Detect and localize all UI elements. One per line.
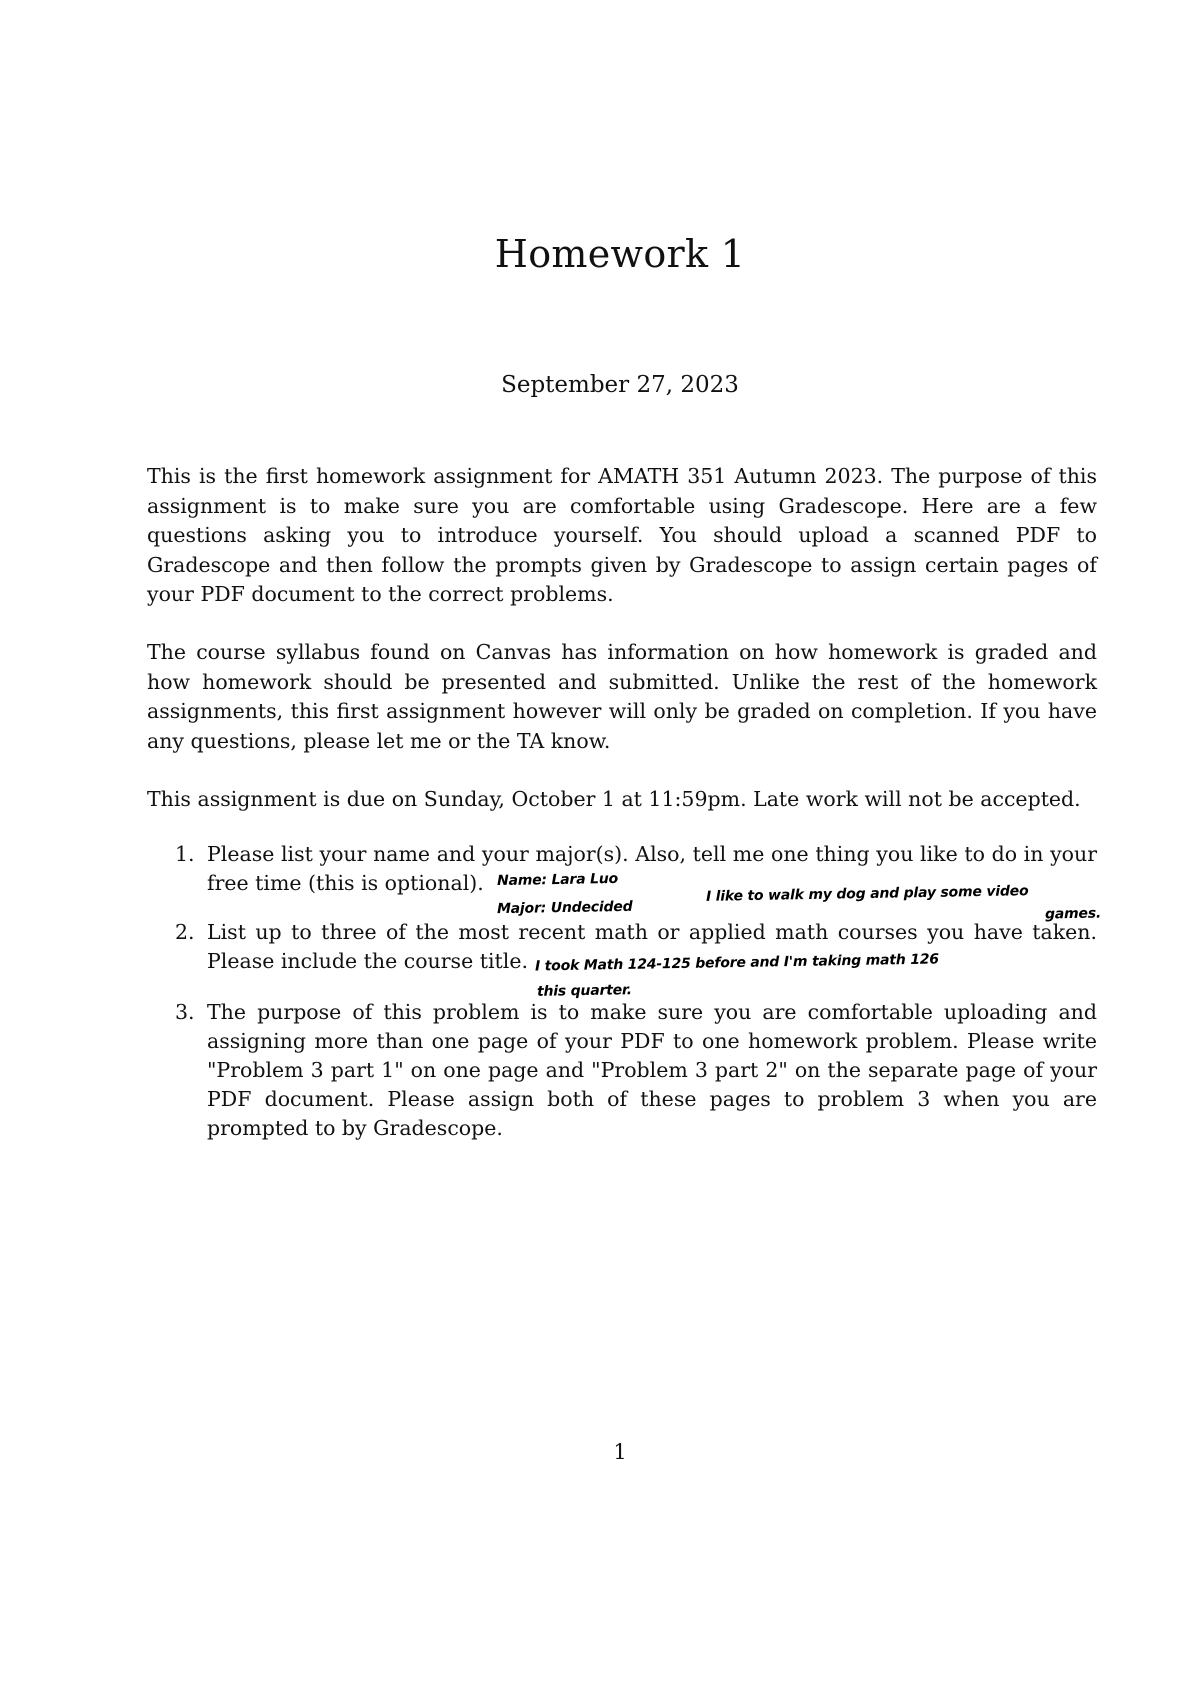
document-title: Homework 1 [494, 232, 746, 276]
handwritten-courses-continued: this quarter. [536, 982, 632, 1000]
due-date-paragraph: This assignment is due on Sunday, October 1 at 11:59pm. Late work will not be accepted. [147, 787, 1081, 811]
question-text: Please list your name and your major(s). Also, tell me one thing you like to do in your free time (this is optional). [207, 842, 1097, 895]
intro-paragraph: This is the first homework assignment for AMATH 351 Autumn 2023. The purpose of this assignment is to make sure you are comfortable using Gradescope. Here are a few questions asking you to introduce yourself. You should upload a scanned PDF to Gradescope and then follow the prompts given by Gradescope to assign certain pages of your PDF document to the correct problems. [147, 464, 1097, 606]
handwritten-hobby: I like to walk my dog and play some video [705, 883, 1029, 905]
page-number: 1 [613, 1440, 627, 1464]
question-text: The purpose of this problem is to make sure you are comfortable uploading and assigning more than one page of your PDF to one homework problem. Please write "Problem 3 part 1" on one page and "Problem 3 part 2" on the separate page of your PDF document. Please assign both of these pages to problem 3 when you are prompted to by Gradescope. [207, 1000, 1097, 1140]
question-item [147, 998, 1097, 1143]
handwritten-hobby-continued: games. [1044, 905, 1102, 923]
document-date: September 27, 2023 [501, 372, 739, 398]
syllabus-paragraph: The course syllabus found on Canvas has information on how homework is graded and how homework should be presented and submitted. Unlike the rest of the homework assignments, this first assignment however will only be graded on completion. If you have any questions, please let me or the TA know. [147, 640, 1097, 753]
question-number: 2. [175, 920, 195, 944]
handwritten-name: Name: Lara Luo [496, 870, 619, 890]
handwritten-major: Major: Undecided [496, 898, 633, 918]
question-number: 3. [175, 1000, 195, 1024]
question-number: 1. [175, 842, 195, 866]
handwritten-courses: I took Math 124-125 before and I'm taking math 126 [534, 951, 940, 975]
question-text: List up to three of the most recent math or applied math courses you have taken. Please include the course title. [207, 920, 1097, 973]
